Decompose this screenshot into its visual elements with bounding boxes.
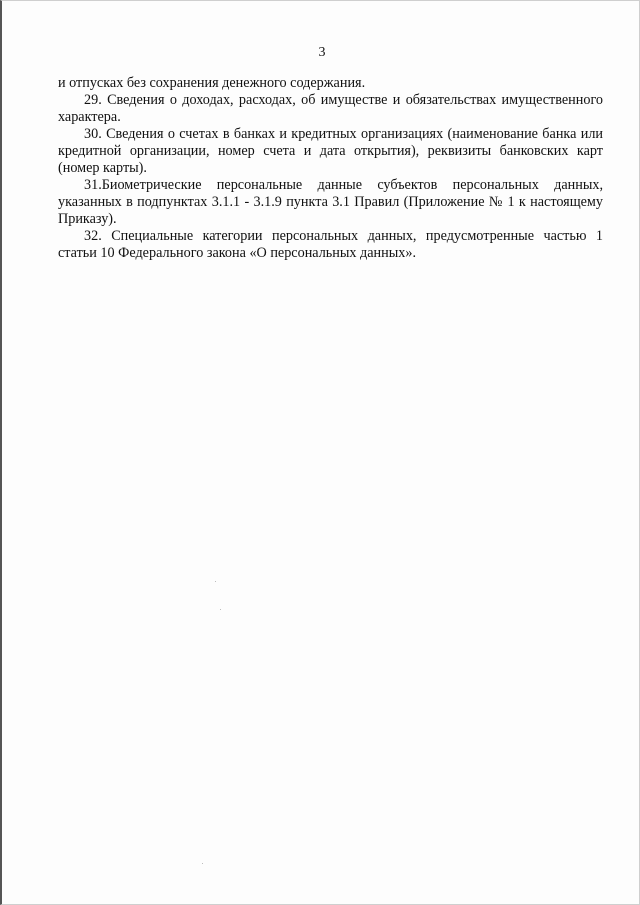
paragraph-continuation: и отпусках без сохранения денежного содержания. <box>58 75 366 91</box>
scan-speck <box>220 609 221 610</box>
scan-speck <box>202 863 203 864</box>
scan-speck <box>215 581 216 582</box>
document-body <box>58 75 603 262</box>
paragraph-30-bank-accounts: 30. Сведения о счетах в банках и кредитных организациях (наименование банка или кредитной организации, номер счета и дата открытия), реквизиты банковских карт (номер карты). <box>58 126 603 176</box>
page-number: 3 <box>318 45 326 60</box>
paragraph-32-special-categories: 32. Специальные категории персональных данных, предусмотренные частью 1 статьи 10 Федерального закона «О персональных данных». <box>58 228 603 261</box>
paragraph-29-income-property: 29. Сведения о доходах, расходах, об имуществе и обязательствах имущественного характера. <box>58 92 603 125</box>
paragraph-31-biometric-data: 31.Биометрические персональные данные субъектов персональных данных, указанных в подпунктах 3.1.1 - 3.1.9 пункта 3.1 Правил (Приложение № 1 к настоящему Приказу). <box>58 177 603 227</box>
